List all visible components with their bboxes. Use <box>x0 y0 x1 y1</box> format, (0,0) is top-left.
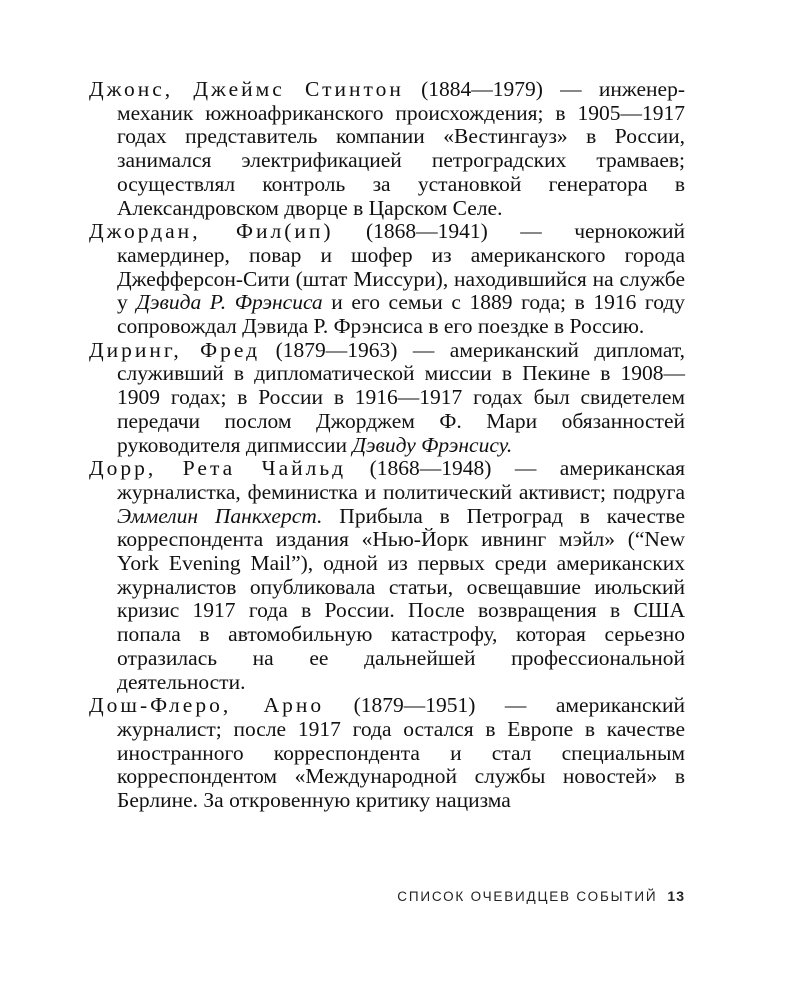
cross-reference-name: Эммелин Панкхерст. <box>117 503 323 528</box>
entries-list <box>89 78 685 813</box>
entry-text: Прибыла в Петроград в качестве корреспондента издания «Нью-Йорк ивнинг мэйл» (“New York Evening Mail”), одной из первых среди американских журналистов опубликовала статьи, освещавшие июльский кризис 1917 года в России. После возвращения в США попала в автомобильную катастрофу, которая серьезно отразилась на ее дальнейшей профессиональной деятельности. <box>117 503 685 694</box>
page-footer <box>397 888 685 904</box>
running-title: СПИСОК ОЧЕВИДЦЕВ СОБЫТИЙ <box>397 889 658 904</box>
entry-name: Джонс, Джеймс Стинтон <box>89 77 404 101</box>
entry-text: (1879—1951) — американский журналист; после 1917 года остался в Европе в качестве иностранного корреспондента и стал специальным корреспондентом «Международной службы новостей» в Берлине. За откровенную критику нацизма <box>117 693 685 813</box>
entry-text: (1884—1979) — инженер-механик южноафриканского происхождения; в 1905—1917 годах представитель компании «Вестингауз» в России, занимался электрификацией петроградских трамваев; осуществлял контроль за установкой генератора в Александровском дворце в Царском Селе. <box>117 77 685 220</box>
biography-entry <box>89 339 685 458</box>
cross-reference-name: Дэвиду Фрэнсису. <box>352 432 513 457</box>
biography-entry <box>89 78 685 220</box>
entry-text: (1868—1948) — американская журналистка, феминистка и политический активист; подруга <box>117 456 685 504</box>
entry-name: Дорр, Рета Чайльд <box>89 456 347 481</box>
biography-entry <box>89 220 685 339</box>
biography-entry <box>89 694 685 813</box>
biography-entry <box>89 457 685 694</box>
entry-text: (1868—1941) — чернокожий камердинер, повар и шофер из американского города Джефферсон-Сити (штат Миссури), находившийся на службе у <box>117 219 685 315</box>
entry-text: (1879—1963) — американский дипломат, служивший в дипломатической миссии в Пекине в 1908—1909 годах; в России в 1916—1917 годах был свидетелем передачи послом Джорджем Ф. Мари обязанностей руководителя дипмиссии <box>117 337 686 457</box>
cross-reference-name: Дэвида Р. Фрэнсиса <box>136 290 323 315</box>
entry-name: Дош-Флеро, Арно <box>89 693 325 718</box>
entry-name: Джордан, Фил(ип) <box>89 219 334 244</box>
entry-text: и его семьи с 1889 года; в 1916 году сопровождал Дэвида Р. Фрэнсиса в его поездке в Россию. <box>117 290 686 339</box>
entry-name: Диринг, Фред <box>89 337 261 362</box>
page-number: 13 <box>667 888 685 904</box>
